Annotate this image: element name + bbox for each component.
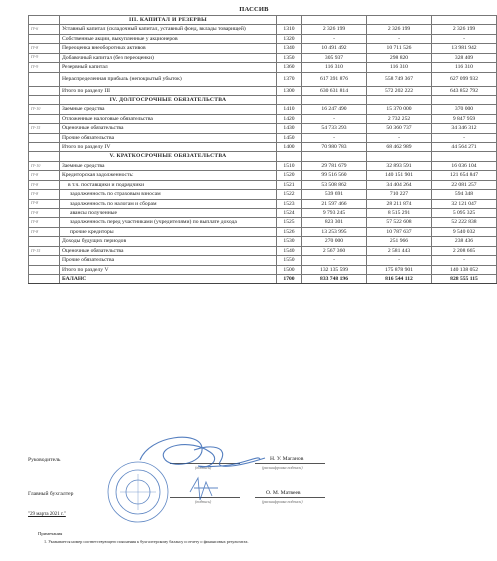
note-cell: IV-8 — [29, 209, 60, 218]
table-row — [29, 114, 497, 123]
value-2020: 99 516 560 — [302, 171, 367, 180]
section-header-row — [29, 95, 497, 104]
line-item-name: Оценочные обязательства — [60, 124, 277, 133]
section-header-row — [29, 16, 497, 25]
signature-stamp-graphic — [90, 430, 350, 525]
value-2019: 2 581 443 — [367, 246, 432, 255]
value-2019: 140 151 901 — [367, 171, 432, 180]
table-row — [29, 44, 497, 53]
section-heading: IV. ДОЛГОСРОЧНЫЕ ОБЯЗАТЕЛЬСТВА — [60, 95, 277, 104]
table-row — [29, 25, 497, 34]
table-row — [29, 105, 497, 114]
note-cell — [29, 152, 60, 161]
value-2018: 328 409 — [432, 53, 497, 62]
section-title: ПАССИВ — [239, 6, 269, 13]
value-2019: - — [367, 256, 432, 265]
value-cell — [302, 95, 367, 104]
line-item-name: Заемные средства — [60, 105, 277, 114]
line-item-name: авансы полученные — [60, 209, 277, 218]
liabilities-table — [28, 15, 497, 284]
value-2018: 2 326 199 — [432, 25, 497, 34]
balance-sheet — [28, 6, 480, 284]
value-2018: 13 981 942 — [432, 44, 497, 53]
note-cell — [29, 133, 60, 142]
balance-total-row — [29, 274, 497, 283]
line-item-name: БАЛАНС — [60, 274, 277, 283]
value-cell — [367, 95, 432, 104]
chief-signature-caption: (подпись) — [195, 499, 212, 504]
value-2020: 10 491 492 — [302, 44, 367, 53]
line-code: 1500 — [277, 265, 302, 274]
company-stamp — [108, 462, 168, 522]
line-code: 1525 — [277, 218, 302, 227]
value-2019: 2 326 199 — [367, 25, 432, 34]
value-2020: 13 253 995 — [302, 227, 367, 236]
value-2018: 828 555 115 — [432, 274, 497, 283]
line-code: 1410 — [277, 105, 302, 114]
value-2018: 34 346 312 — [432, 124, 497, 133]
note-cell — [29, 114, 60, 123]
value-2020: 270 000 — [302, 237, 367, 246]
line-item-name: Итого по разделу V — [60, 265, 277, 274]
value-2019: 816 544 112 — [367, 274, 432, 283]
line-code: 1370 — [277, 72, 302, 86]
line-item-name: прочие кредиторы — [60, 227, 277, 236]
line-item-name: в т.ч. поставщики и подрядчики — [60, 180, 277, 189]
line-code: 1350 — [277, 53, 302, 62]
value-2019: 10 711 526 — [367, 44, 432, 53]
value-2020: 630 631 814 — [302, 86, 367, 95]
value-2019: - — [367, 34, 432, 43]
value-2019: 34 404 264 — [367, 180, 432, 189]
table-row — [29, 86, 497, 95]
head-signature — [140, 437, 265, 467]
value-2020: 823 301 — [302, 218, 367, 227]
value-2020: 16 247 490 — [302, 105, 367, 114]
table-row — [29, 190, 497, 199]
value-2019: 2 732 252 — [367, 114, 432, 123]
value-2020: 54 733 293 — [302, 124, 367, 133]
line-item-name: задолженность по налогам и сборам — [60, 199, 277, 208]
head-signature-caption: (подпись) — [195, 465, 212, 470]
table-row — [29, 171, 497, 180]
line-code: 1550 — [277, 256, 302, 265]
value-2018: 594 348 — [432, 190, 497, 199]
line-code: 1300 — [277, 86, 302, 95]
line-item-name: Отложенные налоговые обязательства — [60, 114, 277, 123]
value-2019: 10 787 637 — [367, 227, 432, 236]
note-cell — [29, 86, 60, 95]
section-heading: III. КАПИТАЛ И РЕЗЕРВЫ — [60, 16, 277, 25]
value-cell — [367, 16, 432, 25]
note-cell — [29, 143, 60, 152]
note-cell: IV-15 — [29, 246, 60, 255]
chief-accountant-label: Главный бухгалтер — [28, 491, 74, 497]
value-2020: - — [302, 133, 367, 142]
value-2018: 5 095 325 — [432, 209, 497, 218]
line-item-name: Итого по разделу IV — [60, 143, 277, 152]
line-item-name: Итого по разделу III — [60, 86, 277, 95]
value-2019: 32 893 591 — [367, 161, 432, 170]
table-row — [29, 246, 497, 255]
value-2020: 539 691 — [302, 190, 367, 199]
line-code: 1340 — [277, 44, 302, 53]
line-code: 1521 — [277, 180, 302, 189]
value-2018: 32 121 047 — [432, 199, 497, 208]
value-cell — [302, 152, 367, 161]
code-cell — [277, 16, 302, 25]
value-2020: 2 567 360 — [302, 246, 367, 255]
value-2020: 132 135 599 — [302, 265, 367, 274]
line-item-name: задолженность по страховым взносам — [60, 190, 277, 199]
value-2020: 116 310 — [302, 63, 367, 72]
value-2018: 44 564 271 — [432, 143, 497, 152]
line-item-name: Уставный капитал (складочный капитал, уставный фонд, вклады товарищей) — [60, 25, 277, 34]
line-item-name: Нераспределенная прибыль (непокрытый убыток) — [60, 72, 277, 86]
value-2019: 8 515 291 — [367, 209, 432, 218]
table-row — [29, 265, 497, 274]
note-cell: IV-8 — [29, 44, 60, 53]
value-2020: 9 793 245 — [302, 209, 367, 218]
value-2018: - — [432, 34, 497, 43]
line-code: 1520 — [277, 171, 302, 180]
note-cell — [29, 256, 60, 265]
value-2020: 2 326 199 — [302, 25, 367, 34]
value-2019: 298 820 — [367, 53, 432, 62]
notes-heading: Примечания — [38, 531, 63, 536]
line-code: 1450 — [277, 133, 302, 142]
value-2020: 21 597 466 — [302, 199, 367, 208]
value-cell — [367, 152, 432, 161]
note-cell — [29, 16, 60, 25]
value-2020: 305 937 — [302, 53, 367, 62]
value-2019: 710 227 — [367, 190, 432, 199]
note-cell: IV-8 — [29, 218, 60, 227]
note-cell: IV-8 — [29, 171, 60, 180]
value-2019: 572 202 222 — [367, 86, 432, 95]
note-cell: IV-8 — [29, 199, 60, 208]
value-2018: 121 654 847 — [432, 171, 497, 180]
line-item-name: Собственные акции, выкупленные у акционеров — [60, 34, 277, 43]
chief-name: О. М. Матвеев — [266, 490, 301, 496]
table-row — [29, 34, 497, 43]
note-cell: IV-8 — [29, 227, 60, 236]
value-2020: 617 391 876 — [302, 72, 367, 86]
note-cell: IV-9 — [29, 63, 60, 72]
table-row — [29, 72, 497, 86]
line-code: 1522 — [277, 190, 302, 199]
line-item-name: Заемные средства — [60, 161, 277, 170]
value-2018: 116 310 — [432, 63, 497, 72]
line-item-name: Доходы будущих периодов — [60, 237, 277, 246]
note-cell: IV-10 — [29, 105, 60, 114]
sign-date: "29 марта 2021 г." — [28, 512, 66, 517]
note-item-1: 1. Указывается номер соответствующего пояснения к бухгалтерскому балансу и отчету о финансовых результатах. — [44, 539, 249, 544]
line-code: 1524 — [277, 209, 302, 218]
note-cell: IV-6 — [29, 25, 60, 34]
value-2018: 627 099 932 — [432, 72, 497, 86]
table-row — [29, 161, 497, 170]
line-code: 1530 — [277, 237, 302, 246]
value-cell — [302, 16, 367, 25]
note-cell — [29, 237, 60, 246]
line-item-name: Резервный капитал — [60, 63, 277, 72]
value-2019: 175 878 901 — [367, 265, 432, 274]
line-code: 1430 — [277, 124, 302, 133]
value-2018: 52 222 838 — [432, 218, 497, 227]
table-row — [29, 143, 497, 152]
value-2018: 9 847 959 — [432, 114, 497, 123]
line-code: 1400 — [277, 143, 302, 152]
value-cell — [432, 16, 497, 25]
head-label: Руководитель — [28, 457, 61, 463]
value-2018: - — [432, 256, 497, 265]
value-2018: 370 000 — [432, 105, 497, 114]
line-code: 1700 — [277, 274, 302, 283]
value-2018: 9 540 032 — [432, 227, 497, 236]
value-2019: 15 370 000 — [367, 105, 432, 114]
line-code: 1360 — [277, 63, 302, 72]
value-2018: 22 081 257 — [432, 180, 497, 189]
line-code: 1540 — [277, 246, 302, 255]
line-code: 1420 — [277, 114, 302, 123]
value-2020: 29 781 679 — [302, 161, 367, 170]
code-cell — [277, 152, 302, 161]
table-row — [29, 256, 497, 265]
section-header-row — [29, 152, 497, 161]
line-code: 1310 — [277, 25, 302, 34]
line-code: 1526 — [277, 227, 302, 236]
line-code: 1510 — [277, 161, 302, 170]
value-2018: 140 138 052 — [432, 265, 497, 274]
line-item-name: задолженность перед участниками (учредителями) по выплате дохода — [60, 218, 277, 227]
chief-signature — [190, 478, 218, 500]
value-2020: - — [302, 114, 367, 123]
value-2019: 50 360 737 — [367, 124, 432, 133]
table-row — [29, 133, 497, 142]
head-name-caption: (расшифровка подписи) — [262, 465, 303, 470]
code-cell — [277, 95, 302, 104]
line-code: 1523 — [277, 199, 302, 208]
line-item-name: Переоценка внеоборотных активов — [60, 44, 277, 53]
note-cell: IV-8 — [29, 180, 60, 189]
note-cell: IV-10 — [29, 161, 60, 170]
value-2019: 116 310 — [367, 63, 432, 72]
value-2018: - — [432, 133, 497, 142]
value-2019: 558 749 367 — [367, 72, 432, 86]
value-2019: 251 966 — [367, 237, 432, 246]
line-item-name: Прочие обязательства — [60, 133, 277, 142]
value-2018: 643 852 792 — [432, 86, 497, 95]
note-cell: IV-15 — [29, 124, 60, 133]
line-item-name: Оценочные обязательства — [60, 246, 277, 255]
table-row — [29, 237, 497, 246]
chief-name-caption: (расшифровка подписи) — [262, 499, 303, 504]
value-2018: 2 208 665 — [432, 246, 497, 255]
head-name: Н. У. Маганов — [270, 456, 304, 462]
table-row — [29, 53, 497, 62]
line-item-name: Добавочный капитал (без переоценки) — [60, 53, 277, 62]
table-row — [29, 218, 497, 227]
note-cell — [29, 274, 60, 283]
line-code: 1320 — [277, 34, 302, 43]
line-item-name: Кредиторская задолженность: — [60, 171, 277, 180]
value-2019: - — [367, 133, 432, 142]
value-cell — [432, 152, 497, 161]
table-row — [29, 63, 497, 72]
line-item-name: Прочие обязательства — [60, 256, 277, 265]
value-2018: 16 036 104 — [432, 161, 497, 170]
table-row — [29, 180, 497, 189]
value-2020: - — [302, 256, 367, 265]
note-cell — [29, 34, 60, 43]
value-2019: 28 211 874 — [367, 199, 432, 208]
note-cell — [29, 265, 60, 274]
note-cell — [29, 72, 60, 86]
value-2020: 53 508 862 — [302, 180, 367, 189]
value-2019: 57 522 608 — [367, 218, 432, 227]
table-row — [29, 209, 497, 218]
section-heading: V. КРАТКОСРОЧНЫЕ ОБЯЗАТЕЛЬСТВА — [60, 152, 277, 161]
note-cell: IV-8 — [29, 190, 60, 199]
table-row — [29, 227, 497, 236]
value-2020: 70 980 783 — [302, 143, 367, 152]
value-2020: - — [302, 34, 367, 43]
value-2019: 68 462 989 — [367, 143, 432, 152]
table-row — [29, 199, 497, 208]
note-cell: IV-9 — [29, 53, 60, 62]
table-row — [29, 124, 497, 133]
value-2020: 833 748 196 — [302, 274, 367, 283]
note-cell — [29, 95, 60, 104]
value-cell — [432, 95, 497, 104]
value-2018: 238 436 — [432, 237, 497, 246]
